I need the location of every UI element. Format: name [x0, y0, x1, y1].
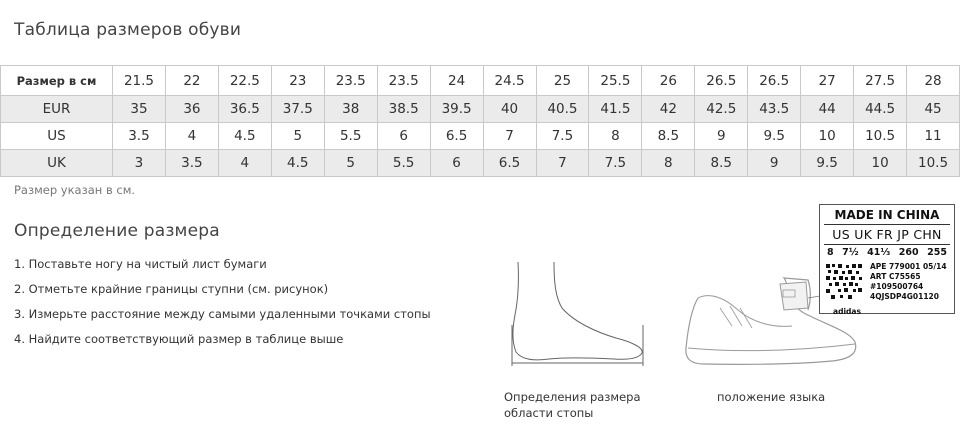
table-row-label: UK	[1, 150, 113, 177]
table-cell: 4	[165, 123, 218, 150]
table-cell: 36.5	[218, 96, 271, 123]
table-cell: 6	[430, 150, 483, 177]
tongue-caption: положение языка	[717, 390, 826, 404]
table-cell: 35	[113, 96, 166, 123]
table-cell: 39.5	[430, 96, 483, 123]
table-cell: 3.5	[113, 123, 166, 150]
table-cell: 8	[642, 150, 695, 177]
table-cell: 10.5	[907, 150, 960, 177]
foot-caption: Определения размера области стопы	[504, 390, 641, 420]
table-cell-cm: 23.5	[377, 66, 430, 96]
table-cell: 10	[854, 150, 907, 177]
table-cell: 9.5	[801, 150, 854, 177]
table-cell-cm: 25.5	[589, 66, 642, 96]
step-item: 2. Отметьте крайние границы ступни (см. рисунок)	[14, 282, 329, 296]
table-cell-cm: 26.5	[748, 66, 801, 96]
table-cell: 8	[589, 123, 642, 150]
table-cell: 38.5	[377, 96, 430, 123]
table-cell-cm: 25	[536, 66, 589, 96]
label-made-in: MADE IN CHINA	[824, 208, 950, 225]
table-row	[1, 96, 960, 123]
size-note: Размер указан в см.	[14, 183, 136, 197]
page-title: Таблица размеров обуви	[14, 20, 242, 40]
steps-list	[14, 256, 431, 356]
table-cell: 3	[113, 150, 166, 177]
table-cell-cm: 21.5	[113, 66, 166, 96]
table-cell-cm: 22.5	[218, 66, 271, 96]
table-cell: 5	[271, 123, 324, 150]
table-cell: 41.5	[589, 96, 642, 123]
table-cell: 6	[377, 123, 430, 150]
table-cell: 3.5	[165, 150, 218, 177]
table-cell: 11	[907, 123, 960, 150]
table-cell-cm: 23	[271, 66, 324, 96]
table-row	[1, 150, 960, 177]
table-cell: 45	[907, 96, 960, 123]
step-item: 3. Измерьте расстояние между самыми удаленными точками стопы	[14, 307, 431, 321]
table-cell: 8.5	[642, 123, 695, 150]
label-codes: APE 779001 05/14 ART C75565 #109500764 4QJSDP4G01120	[870, 262, 947, 301]
table-row-label: EUR	[1, 96, 113, 123]
table-cell: 40.5	[536, 96, 589, 123]
table-cell-cm: 27	[801, 66, 854, 96]
table-row-label: US	[1, 123, 113, 150]
table-cell-cm: 28	[907, 66, 960, 96]
table-cell-cm: 22	[165, 66, 218, 96]
table-row	[1, 123, 960, 150]
foot-outline-icon	[504, 260, 654, 370]
table-cell: 9.5	[748, 123, 801, 150]
table-cell: 37.5	[271, 96, 324, 123]
table-cell: 6.5	[483, 150, 536, 177]
table-cell: 5	[324, 150, 377, 177]
table-cell: 6.5	[430, 123, 483, 150]
table-cell-cm: 23.5	[324, 66, 377, 96]
table-cell: 9	[695, 123, 748, 150]
table-cell-cm: 26	[642, 66, 695, 96]
step-item: 1. Поставьте ногу на чистый лист бумаги	[14, 257, 267, 271]
table-cell: 7	[483, 123, 536, 150]
table-cell: 38	[324, 96, 377, 123]
size-table	[0, 65, 960, 177]
step-item: 4. Найдите соответствующий размер в таблице выше	[14, 332, 344, 346]
table-cell: 44.5	[854, 96, 907, 123]
tongue-label	[819, 204, 955, 314]
table-cell: 42.5	[695, 96, 748, 123]
table-cell: 7.5	[536, 123, 589, 150]
table-header-row	[1, 66, 960, 96]
label-size-values: 8 7½ 41⅓ 260 255	[827, 247, 947, 258]
table-cell: 9	[748, 150, 801, 177]
table-cell: 4	[218, 150, 271, 177]
table-cell-cm: 27.5	[854, 66, 907, 96]
label-size-columns: US UK FR JP CHN	[824, 225, 950, 245]
qr-code-icon	[824, 262, 864, 302]
table-cell-cm: 24.5	[483, 66, 536, 96]
table-cell: 40	[483, 96, 536, 123]
table-cell: 5.5	[377, 150, 430, 177]
table-cell: 43.5	[748, 96, 801, 123]
table-cell: 5.5	[324, 123, 377, 150]
table-header-label: Размер в см	[1, 66, 113, 96]
table-cell-cm: 26.5	[695, 66, 748, 96]
table-cell: 36	[165, 96, 218, 123]
table-cell: 8.5	[695, 150, 748, 177]
table-cell: 7	[536, 150, 589, 177]
section-title: Определение размера	[14, 221, 220, 241]
table-cell: 4.5	[271, 150, 324, 177]
table-cell: 7.5	[589, 150, 642, 177]
label-brand: adidas	[833, 307, 861, 316]
table-cell: 42	[642, 96, 695, 123]
table-cell: 44	[801, 96, 854, 123]
table-cell-cm: 24	[430, 66, 483, 96]
table-cell: 10	[801, 123, 854, 150]
table-cell: 10.5	[854, 123, 907, 150]
table-cell: 4.5	[218, 123, 271, 150]
